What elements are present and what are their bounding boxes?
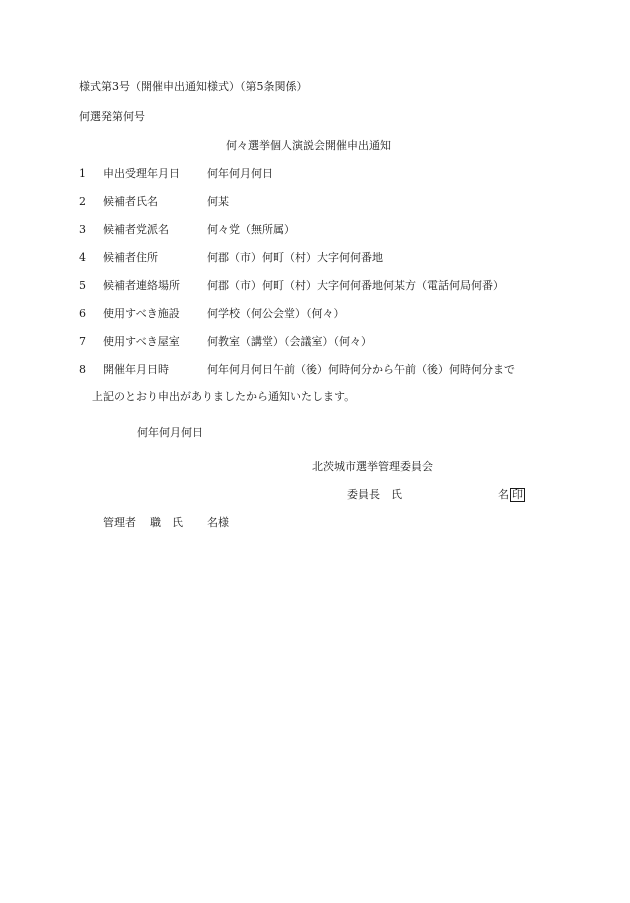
item-number: 3 bbox=[79, 223, 86, 236]
item-label: 候補者氏名 bbox=[103, 195, 158, 208]
item-value: 何年何月何日 bbox=[207, 167, 273, 180]
item-value: 何某 bbox=[207, 195, 229, 208]
chair-name-prefix: 委員長 氏 bbox=[347, 488, 402, 501]
item-label: 使用すべき施設 bbox=[103, 307, 180, 320]
seal-mark: 印 bbox=[512, 488, 523, 501]
item-value: 何郡（市）何町（村）大字何何番地 bbox=[207, 251, 383, 264]
item-value: 何郡（市）何町（村）大字何何番地何某方（電話何局何番） bbox=[207, 279, 504, 292]
body-text: 上記のとおり申出がありましたから通知いたします。 bbox=[92, 390, 356, 403]
item-value: 何年何月何日午前（後）何時何分から午前（後）何時何分まで bbox=[207, 363, 515, 376]
item-row bbox=[0, 279, 630, 293]
addressee-position: 職 氏 bbox=[150, 516, 183, 529]
item-label: 申出受理年月日 bbox=[103, 167, 180, 180]
item-row bbox=[0, 307, 630, 321]
addressee-suffix: 名様 bbox=[207, 516, 229, 529]
item-number: 2 bbox=[79, 195, 86, 208]
item-number: 6 bbox=[79, 307, 86, 320]
item-number: 5 bbox=[79, 279, 86, 292]
item-value: 何教室（講堂）（会議室）（何々） bbox=[207, 335, 372, 348]
item-number: 8 bbox=[79, 363, 86, 376]
item-row bbox=[0, 195, 630, 209]
item-number: 1 bbox=[79, 167, 86, 180]
item-number: 7 bbox=[79, 335, 86, 348]
item-value: 何々党（無所属） bbox=[207, 223, 295, 236]
item-number: 4 bbox=[79, 251, 86, 264]
item-label: 使用すべき屋室 bbox=[103, 335, 180, 348]
item-row bbox=[0, 363, 630, 377]
item-row bbox=[0, 167, 630, 181]
document-title: 何々選挙個人演説会開催申出通知 bbox=[226, 139, 391, 152]
chair-name-suffix: 名 bbox=[498, 488, 509, 501]
item-row bbox=[0, 223, 630, 237]
item-label: 候補者党派名 bbox=[103, 223, 169, 236]
notice-date: 何年何月何日 bbox=[137, 426, 203, 439]
chair-signature bbox=[498, 488, 525, 502]
item-row bbox=[0, 251, 630, 265]
form-number: 様式第3号（開催申出通知様式）（第5条関係） bbox=[79, 80, 308, 93]
item-label: 候補者住所 bbox=[103, 251, 158, 264]
item-label: 候補者連絡場所 bbox=[103, 279, 180, 292]
item-value: 何学校（何公会堂）（何々） bbox=[207, 307, 345, 320]
addressee-role: 管理者 bbox=[103, 516, 136, 529]
item-row bbox=[0, 335, 630, 349]
issuer-organization: 北茨城市選挙管理委員会 bbox=[312, 460, 433, 473]
item-label: 開催年月日時 bbox=[103, 363, 169, 376]
document-number: 何選発第何号 bbox=[79, 110, 145, 123]
